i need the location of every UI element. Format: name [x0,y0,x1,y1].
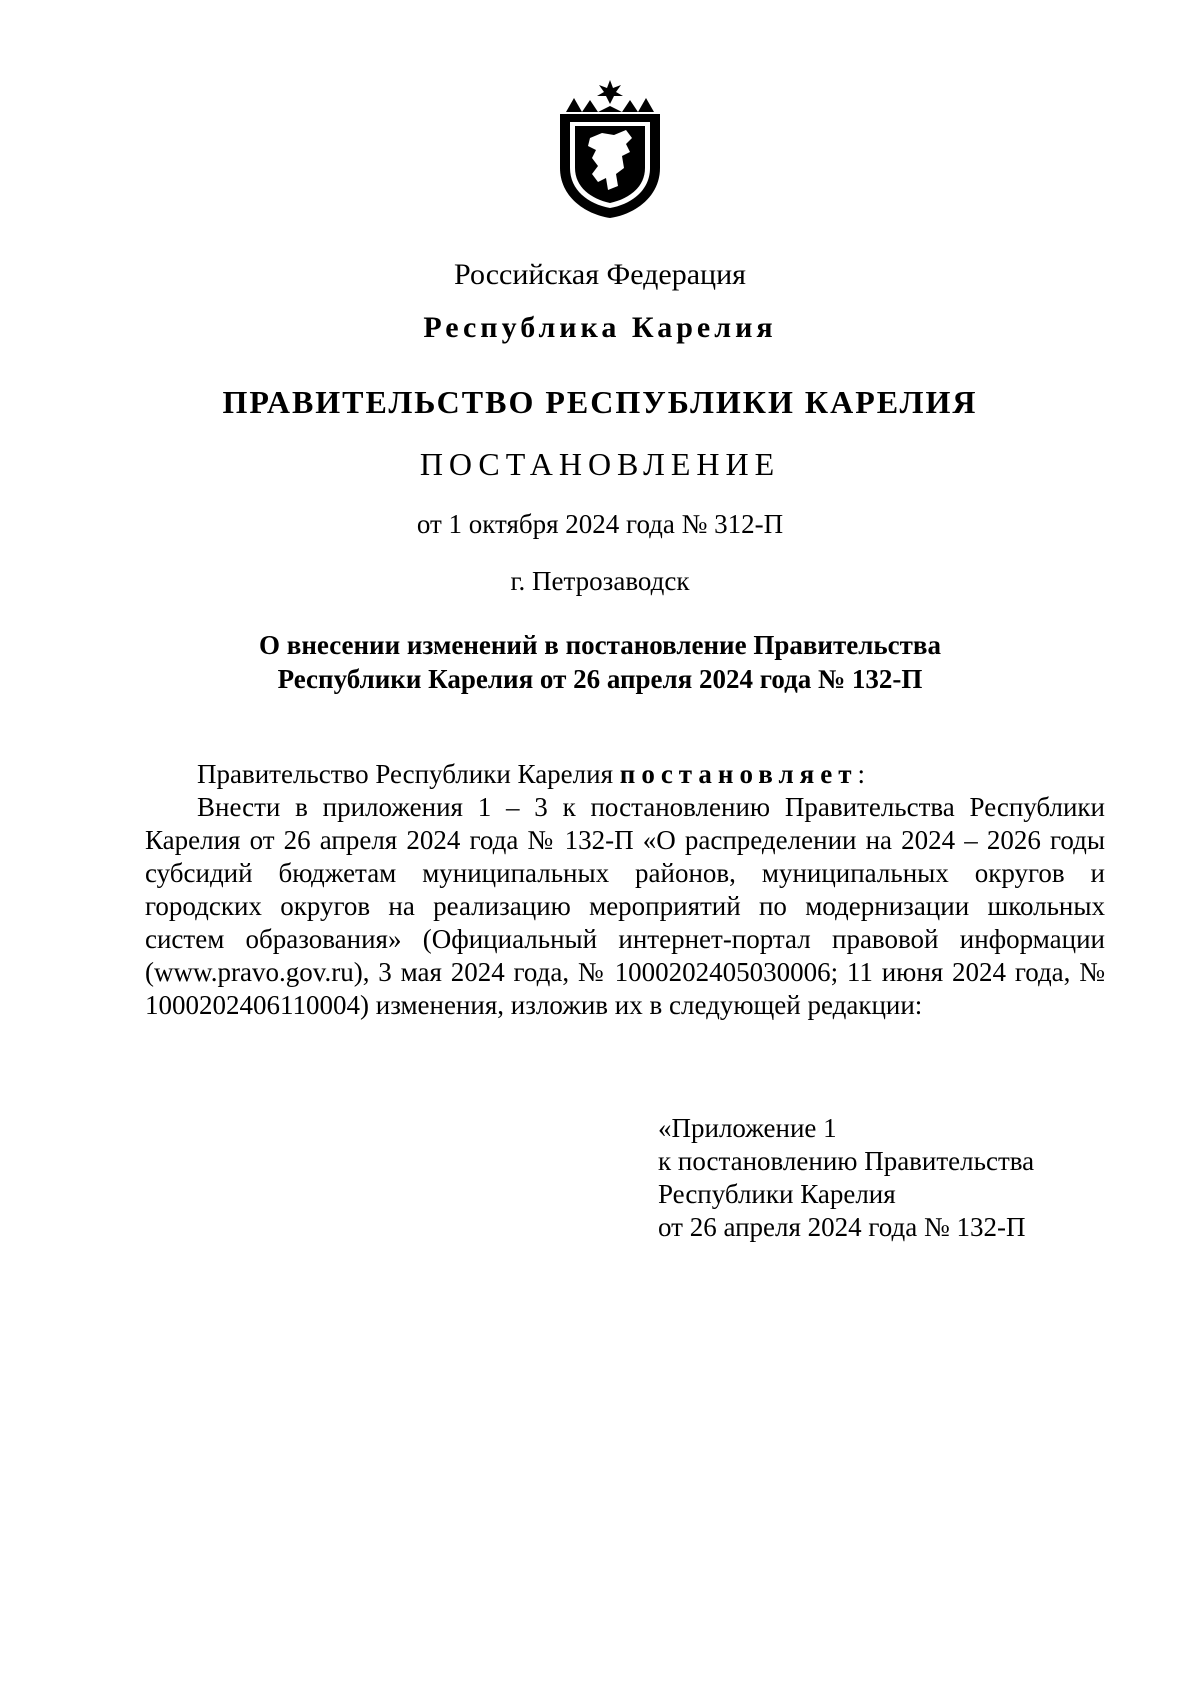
intro-suffix: : [857,759,866,789]
appendix-heading [658,1112,1128,1244]
karelia-coat-of-arms-icon [552,78,668,220]
appendix-line-4: от 26 апреля 2024 года № 132-П [658,1212,1026,1242]
resolution-paragraph: Внести в приложения 1 – 3 к постановлению Правительства Республики Карелия от 26 апреля 2024 года № 132-П «О распределении на 2024 – 2026 годы субсидий бюджетам муниципальных районов, муниципальных округов и городских округов на реализацию мероприятий по модернизации школьных систем образования» (Официальный интернет-портал правовой информации (www.pravo.gov.ru), 3 мая 2024 года, № 1000202405030006; 11 июня 2024 года, № 1000202406110004) изменения, изложив их в следующей редакции: [145,792,1105,1020]
appendix-line-2: к постановлению Правительства [658,1146,1035,1176]
republic-title: Республика Карелия [423,311,777,344]
document-date-number: от 1 октября 2024 года № 312-П [416,509,784,539]
country-title: Российская Федерация [454,258,746,291]
document-subject [0,628,1200,696]
subject-line-2: Республики Карелия от 26 апреля 2024 года № 132-П [277,664,923,694]
subject-line-1: О внесении изменений в постановление Правительства [259,630,941,660]
intro-prefix: Правительство Республики Карелия [197,759,620,789]
appendix-line-1: «Приложение 1 [658,1113,837,1143]
document-type: ПОСТАНОВЛЕНИЕ [419,446,781,482]
appendix-line-3: Республики Карелия [658,1179,896,1209]
resolution-intro [145,758,1105,791]
document-city: г. Петрозаводск [510,566,690,596]
government-title: ПРАВИТЕЛЬСТВО РЕСПУБЛИКИ КАРЕЛИЯ [222,384,978,420]
intro-emphasis: постановляет [619,759,858,789]
